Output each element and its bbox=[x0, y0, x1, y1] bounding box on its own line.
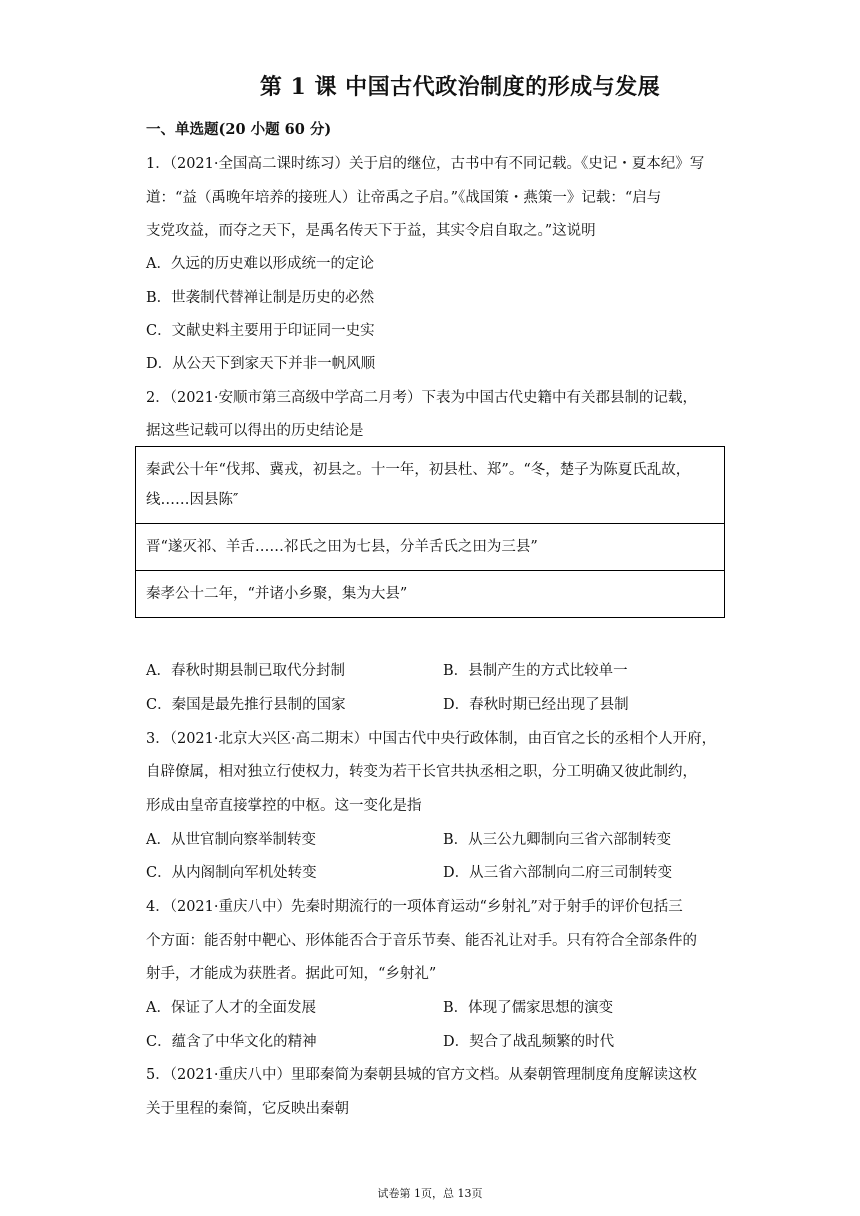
question-1-line-2: 道：“益（禹晚年培养的接班人）让帝禹之子启。”《战国策・燕策一》记载：“启与 bbox=[146, 190, 662, 206]
question-2-option-a: A．春秋时期县制已取代分封制 bbox=[146, 663, 345, 679]
table-cell bbox=[136, 447, 725, 524]
table-cell-line: 线……因县陈″ bbox=[146, 492, 239, 508]
section-heading: 一、单选题(20 小题 60 分) bbox=[146, 121, 332, 138]
table-row bbox=[136, 447, 725, 524]
question-3-option-c: C．从内阁制向军机处转变 bbox=[146, 865, 317, 881]
question-4-option-c: C．蕴含了中华文化的精神 bbox=[146, 1034, 317, 1050]
table-row bbox=[136, 571, 725, 618]
table-cell-line: 秦武公十年“伐邦、冀戎，初县之。十一年，初县杜、郑”。“冬，楚子为陈夏氏乱故， bbox=[146, 462, 691, 478]
table-row bbox=[136, 524, 725, 571]
question-3-line-1: 3．（2021·北京大兴区·高二期末）中国古代中央行政体制，由百官之长的丞相个人开府， bbox=[146, 731, 717, 747]
question-2-option-b: B．县制产生的方式比较单一 bbox=[443, 663, 628, 679]
question-4-option-b: B．体现了儒家思想的演变 bbox=[443, 1000, 614, 1016]
question-5-line-2: 关于里程的秦简，它反映出秦朝 bbox=[146, 1101, 349, 1117]
question-3-option-d: D．从三省六部制向二府三司制转变 bbox=[443, 865, 673, 881]
question-3-option-b: B．从三公九卿制向三省六部制转变 bbox=[443, 832, 672, 848]
question-2-line-2: 据这些记载可以得出的历史结论是 bbox=[146, 423, 364, 439]
question-2-option-d: D．春秋时期已经出现了县制 bbox=[443, 697, 629, 713]
question-5-line-1: 5．（2021·重庆八中）里耶秦简为秦朝县城的官方文档。从秦朝管理制度角度解读这枚 bbox=[146, 1067, 697, 1083]
question-1-option-a: A．久远的历史难以形成统一的定论 bbox=[146, 256, 374, 272]
question-1-line-1: 1．（2021·全国高二课时练习）关于启的继位，古书中有不同记载。《史记・夏本纪》写 bbox=[146, 156, 705, 172]
question-3-option-a: A．从世官制向察举制转变 bbox=[146, 832, 316, 848]
records-table bbox=[135, 446, 725, 618]
question-4-line-3: 射手，才能成为获胜者。据此可知，“乡射礼” bbox=[146, 966, 437, 982]
question-3-line-3: 形成由皇帝直接掌控的中枢。这一变化是指 bbox=[146, 798, 422, 814]
question-4-line-1: 4．（2021·重庆八中）先秦时期流行的一项体育运动“乡射礼”对于射手的评价包括三 bbox=[146, 899, 683, 915]
question-1-option-b: B．世袭制代替禅让制是历史的必然 bbox=[146, 290, 375, 306]
question-2-option-c: C．秦国是最先推行县制的国家 bbox=[146, 697, 346, 713]
page-footer: 试卷第 1页，总 13页 bbox=[377, 1187, 483, 1200]
question-4-option-a: A．保证了人才的全面发展 bbox=[146, 1000, 316, 1016]
question-4-option-d: D．契合了战乱频繁的时代 bbox=[443, 1034, 615, 1050]
question-1-line-3: 支党攻益，而夺之天下，是禹名传天下于益，其实令启自取之。”这说明 bbox=[146, 223, 596, 239]
question-3-line-2: 自辟僚属，相对独立行使权力，转变为若干长官共执丞相之职，分工明确又彼此制约， bbox=[146, 764, 697, 780]
question-2-line-1: 2．（2021·安顺市第三高级中学高二月考）下表为中国古代史籍中有关郡县制的记载， bbox=[146, 390, 697, 406]
question-4-line-2: 个方面：能否射中靶心、形体能否合于音乐节奏、能否礼让对手。只有符合全部条件的 bbox=[146, 933, 697, 949]
table-cell: 秦孝公十二年，“并诸小乡聚，集为大县” bbox=[136, 571, 725, 618]
question-1-option-d: D．从公天下到家天下并非一帆风顺 bbox=[146, 356, 376, 372]
table-cell: 晋“遂灭祁、羊舌……祁氏之田为七县，分羊舌氏之田为三县” bbox=[136, 524, 725, 571]
question-1-option-c: C．文献史料主要用于印证同一史实 bbox=[146, 323, 375, 339]
page-title: 第 1 课 中国古代政治制度的形成与发展 bbox=[259, 74, 661, 100]
